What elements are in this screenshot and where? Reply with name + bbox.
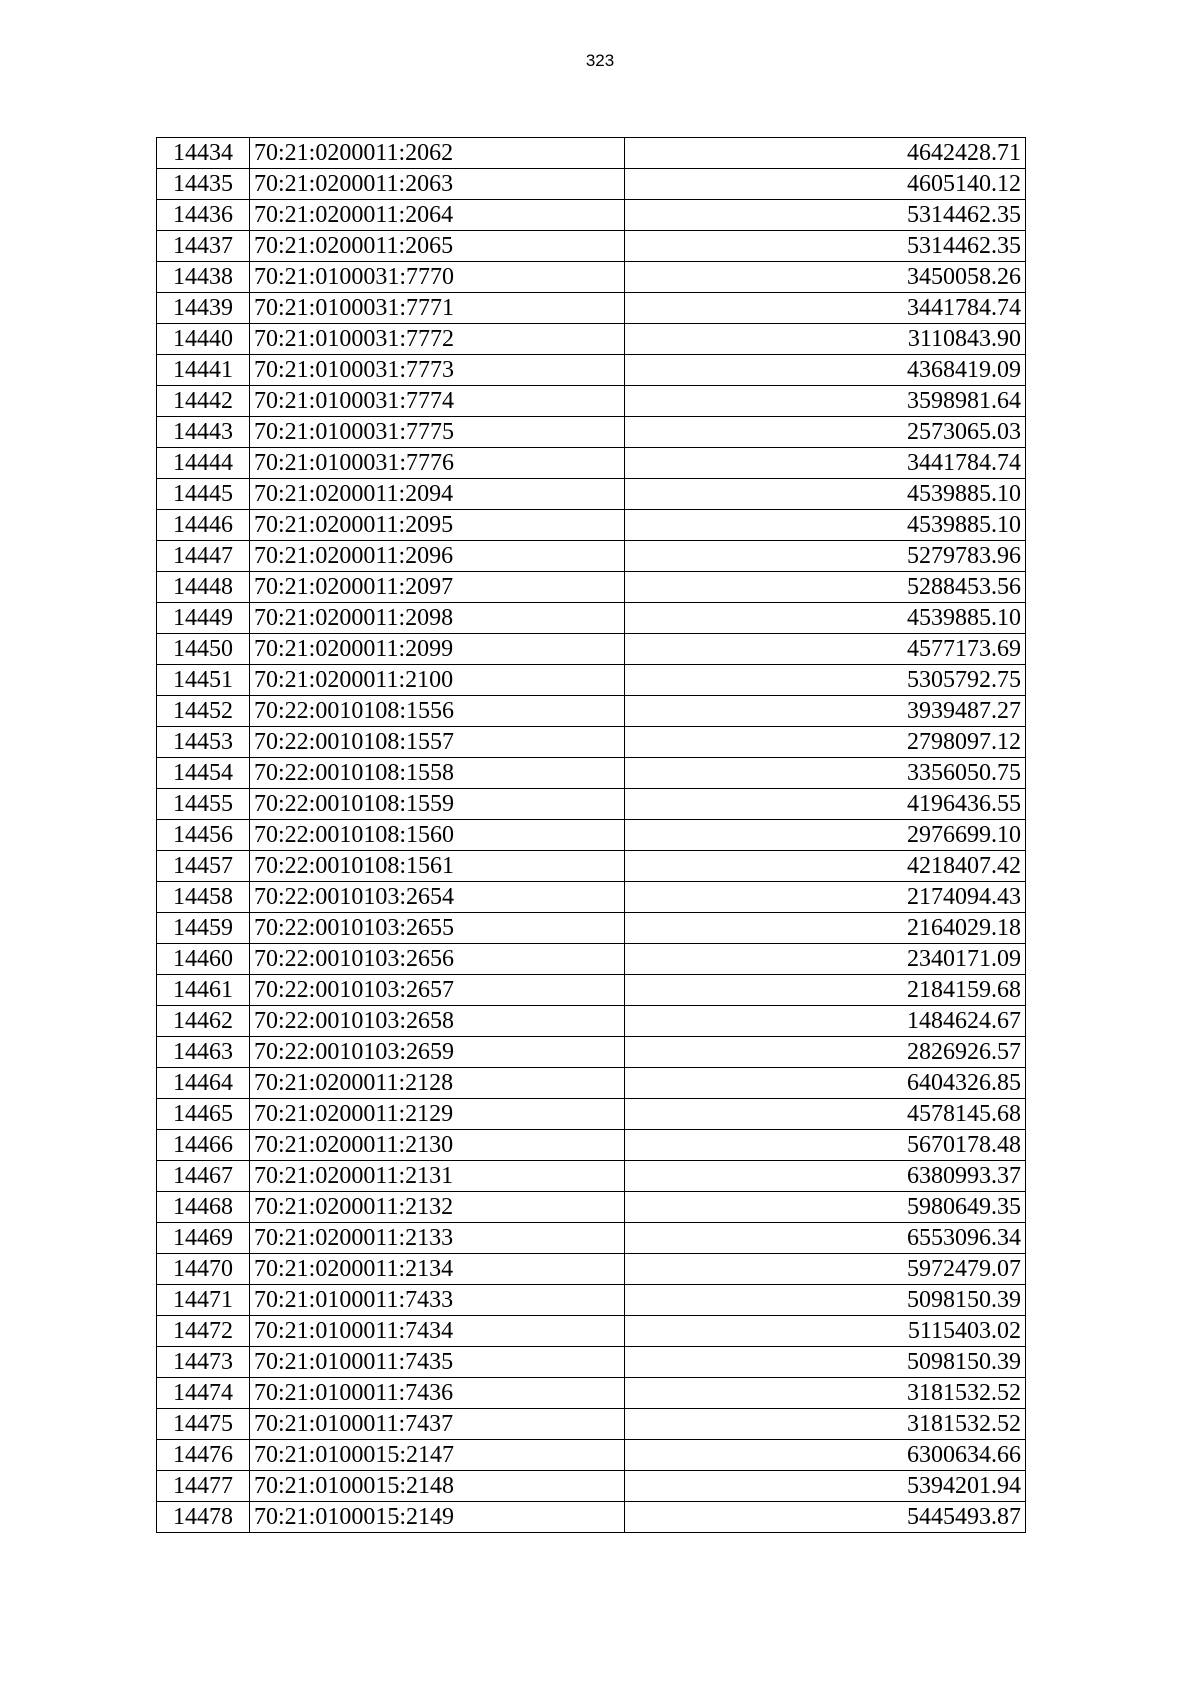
cadastral-number-cell: 70:21:0200011:2065 [250, 231, 625, 262]
table-row [157, 603, 1026, 634]
row-number-cell: 14475 [157, 1409, 250, 1440]
row-number-cell: 14445 [157, 479, 250, 510]
row-number-cell: 14435 [157, 169, 250, 200]
table-row [157, 696, 1026, 727]
cadastral-value-cell: 2340171.09 [625, 944, 1026, 975]
cadastral-value-cell: 2798097.12 [625, 727, 1026, 758]
cadastral-number-cell: 70:21:0100031:7772 [250, 324, 625, 355]
cadastral-number-cell: 70:22:0010108:1560 [250, 820, 625, 851]
cadastral-value-cell: 2976699.10 [625, 820, 1026, 851]
row-number-cell: 14460 [157, 944, 250, 975]
row-number-cell: 14442 [157, 386, 250, 417]
table-row [157, 1378, 1026, 1409]
cadastral-value-cell: 2164029.18 [625, 913, 1026, 944]
table-row [157, 231, 1026, 262]
cadastral-number-cell: 70:21:0200011:2063 [250, 169, 625, 200]
table-row [157, 758, 1026, 789]
cadastral-value-cell: 3181532.52 [625, 1409, 1026, 1440]
cadastral-number-cell: 70:22:0010103:2658 [250, 1006, 625, 1037]
cadastral-value-cell: 5314462.35 [625, 231, 1026, 262]
row-number-cell: 14441 [157, 355, 250, 386]
cadastral-number-cell: 70:21:0200011:2099 [250, 634, 625, 665]
table-row [157, 479, 1026, 510]
cadastral-number-cell: 70:21:0200011:2097 [250, 572, 625, 603]
table-row [157, 262, 1026, 293]
cadastral-value-cell: 5314462.35 [625, 200, 1026, 231]
table-row [157, 1502, 1026, 1533]
cadastral-number-cell: 70:21:0200011:2095 [250, 510, 625, 541]
row-number-cell: 14440 [157, 324, 250, 355]
table-row [157, 882, 1026, 913]
table-row [157, 665, 1026, 696]
row-number-cell: 14471 [157, 1285, 250, 1316]
cadastral-value-cell: 5098150.39 [625, 1285, 1026, 1316]
table-row [157, 1440, 1026, 1471]
cadastral-number-cell: 70:22:0010108:1556 [250, 696, 625, 727]
cadastral-number-cell: 70:22:0010108:1559 [250, 789, 625, 820]
table-row [157, 355, 1026, 386]
cadastral-number-cell: 70:21:0200011:2132 [250, 1192, 625, 1223]
table-row [157, 200, 1026, 231]
cadastral-value-cell: 5305792.75 [625, 665, 1026, 696]
cadastral-value-cell: 6300634.66 [625, 1440, 1026, 1471]
table-row [157, 1192, 1026, 1223]
table-row [157, 1037, 1026, 1068]
cadastral-value-cell: 5279783.96 [625, 541, 1026, 572]
row-number-cell: 14462 [157, 1006, 250, 1037]
row-number-cell: 14472 [157, 1316, 250, 1347]
cadastral-value-cell: 4578145.68 [625, 1099, 1026, 1130]
row-number-cell: 14450 [157, 634, 250, 665]
row-number-cell: 14438 [157, 262, 250, 293]
row-number-cell: 14443 [157, 417, 250, 448]
cadastral-value-cell: 1484624.67 [625, 1006, 1026, 1037]
row-number-cell: 14464 [157, 1068, 250, 1099]
table-row [157, 386, 1026, 417]
table-row [157, 1254, 1026, 1285]
cadastral-value-cell: 5098150.39 [625, 1347, 1026, 1378]
table-row [157, 510, 1026, 541]
cadastral-number-cell: 70:22:0010103:2657 [250, 975, 625, 1006]
row-number-cell: 14446 [157, 510, 250, 541]
cadastral-value-cell: 3181532.52 [625, 1378, 1026, 1409]
row-number-cell: 14451 [157, 665, 250, 696]
row-number-cell: 14470 [157, 1254, 250, 1285]
cadastral-number-cell: 70:22:0010103:2656 [250, 944, 625, 975]
cadastral-number-cell: 70:21:0100031:7773 [250, 355, 625, 386]
cadastral-number-cell: 70:21:0100031:7775 [250, 417, 625, 448]
row-number-cell: 14457 [157, 851, 250, 882]
cadastral-value-cell: 4539885.10 [625, 479, 1026, 510]
table-row [157, 851, 1026, 882]
cadastral-number-cell: 70:21:0200011:2100 [250, 665, 625, 696]
cadastral-number-cell: 70:21:0200011:2133 [250, 1223, 625, 1254]
table-row [157, 820, 1026, 851]
row-number-cell: 14465 [157, 1099, 250, 1130]
table-row [157, 1285, 1026, 1316]
row-number-cell: 14439 [157, 293, 250, 324]
cadastral-value-cell: 3939487.27 [625, 696, 1026, 727]
table-row [157, 913, 1026, 944]
row-number-cell: 14477 [157, 1471, 250, 1502]
row-number-cell: 14436 [157, 200, 250, 231]
table-row [157, 1347, 1026, 1378]
cadastral-value-cell: 3441784.74 [625, 293, 1026, 324]
cadastral-number-cell: 70:21:0200011:2131 [250, 1161, 625, 1192]
table-row [157, 727, 1026, 758]
row-number-cell: 14473 [157, 1347, 250, 1378]
cadastral-number-cell: 70:21:0100031:7770 [250, 262, 625, 293]
row-number-cell: 14469 [157, 1223, 250, 1254]
table-row [157, 789, 1026, 820]
cadastral-value-cell: 6404326.85 [625, 1068, 1026, 1099]
row-number-cell: 14478 [157, 1502, 250, 1533]
cadastral-value-cell: 4605140.12 [625, 169, 1026, 200]
table-row [157, 169, 1026, 200]
table-row [157, 634, 1026, 665]
cadastral-number-cell: 70:21:0200011:2130 [250, 1130, 625, 1161]
cadastral-number-cell: 70:21:0100015:2148 [250, 1471, 625, 1502]
table-row [157, 1130, 1026, 1161]
row-number-cell: 14463 [157, 1037, 250, 1068]
page-number: 323 [585, 51, 615, 70]
table-row [157, 1099, 1026, 1130]
cadastral-value-cell: 6380993.37 [625, 1161, 1026, 1192]
cadastral-number-cell: 70:21:0100031:7774 [250, 386, 625, 417]
cadastral-number-cell: 70:21:0100031:7776 [250, 448, 625, 479]
row-number-cell: 14466 [157, 1130, 250, 1161]
cadastral-number-cell: 70:21:0100011:7435 [250, 1347, 625, 1378]
row-number-cell: 14467 [157, 1161, 250, 1192]
table-row [157, 1471, 1026, 1502]
row-number-cell: 14461 [157, 975, 250, 1006]
row-number-cell: 14444 [157, 448, 250, 479]
cadastral-value-cell: 3356050.75 [625, 758, 1026, 789]
table-row [157, 541, 1026, 572]
table-row [157, 1223, 1026, 1254]
row-number-cell: 14453 [157, 727, 250, 758]
row-number-cell: 14434 [157, 138, 250, 169]
cadastral-number-cell: 70:22:0010103:2654 [250, 882, 625, 913]
cadastral-value-cell: 2826926.57 [625, 1037, 1026, 1068]
cadastral-number-cell: 70:21:0100011:7433 [250, 1285, 625, 1316]
row-number-cell: 14458 [157, 882, 250, 913]
cadastral-value-cell: 5394201.94 [625, 1471, 1026, 1502]
table-row [157, 417, 1026, 448]
cadastral-number-cell: 70:21:0200011:2096 [250, 541, 625, 572]
cadastral-number-cell: 70:21:0100031:7771 [250, 293, 625, 324]
table-row [157, 1161, 1026, 1192]
table-row [157, 1068, 1026, 1099]
table-row [157, 1316, 1026, 1347]
cadastral-value-cell: 2174094.43 [625, 882, 1026, 913]
table-row [157, 1409, 1026, 1440]
row-number-cell: 14476 [157, 1440, 250, 1471]
cadastral-value-cell: 3598981.64 [625, 386, 1026, 417]
cadastral-number-cell: 70:21:0200011:2134 [250, 1254, 625, 1285]
cadastral-number-cell: 70:22:0010108:1557 [250, 727, 625, 758]
cadastral-value-table [156, 137, 1026, 1533]
table-row [157, 293, 1026, 324]
cadastral-value-cell: 4577173.69 [625, 634, 1026, 665]
table-body [157, 138, 1026, 1533]
row-number-cell: 14468 [157, 1192, 250, 1223]
cadastral-number-cell: 70:21:0100011:7436 [250, 1378, 625, 1409]
row-number-cell: 14454 [157, 758, 250, 789]
cadastral-value-cell: 3441784.74 [625, 448, 1026, 479]
row-number-cell: 14437 [157, 231, 250, 262]
cadastral-number-cell: 70:21:0200011:2129 [250, 1099, 625, 1130]
cadastral-value-cell: 2184159.68 [625, 975, 1026, 1006]
table-row [157, 572, 1026, 603]
cadastral-value-cell: 5115403.02 [625, 1316, 1026, 1347]
cadastral-value-cell: 6553096.34 [625, 1223, 1026, 1254]
table-row [157, 1006, 1026, 1037]
cadastral-number-cell: 70:21:0200011:2098 [250, 603, 625, 634]
cadastral-value-cell: 5980649.35 [625, 1192, 1026, 1223]
row-number-cell: 14456 [157, 820, 250, 851]
cadastral-value-cell: 5972479.07 [625, 1254, 1026, 1285]
cadastral-number-cell: 70:22:0010103:2659 [250, 1037, 625, 1068]
cadastral-number-cell: 70:21:0100015:2149 [250, 1502, 625, 1533]
table-row [157, 324, 1026, 355]
cadastral-number-cell: 70:21:0200011:2064 [250, 200, 625, 231]
row-number-cell: 14459 [157, 913, 250, 944]
cadastral-value-cell: 5445493.87 [625, 1502, 1026, 1533]
table-row [157, 448, 1026, 479]
cadastral-value-cell: 2573065.03 [625, 417, 1026, 448]
cadastral-number-cell: 70:21:0100011:7437 [250, 1409, 625, 1440]
cadastral-value-cell: 4539885.10 [625, 603, 1026, 634]
table-row [157, 975, 1026, 1006]
cadastral-value-cell: 4196436.55 [625, 789, 1026, 820]
cadastral-value-cell: 5288453.56 [625, 572, 1026, 603]
cadastral-number-cell: 70:22:0010108:1558 [250, 758, 625, 789]
cadastral-value-cell: 4539885.10 [625, 510, 1026, 541]
cadastral-number-cell: 70:22:0010103:2655 [250, 913, 625, 944]
cadastral-number-cell: 70:21:0200011:2128 [250, 1068, 625, 1099]
cadastral-value-cell: 3450058.26 [625, 262, 1026, 293]
cadastral-number-cell: 70:21:0200011:2062 [250, 138, 625, 169]
row-number-cell: 14452 [157, 696, 250, 727]
cadastral-value-cell: 4218407.42 [625, 851, 1026, 882]
cadastral-value-cell: 3110843.90 [625, 324, 1026, 355]
table-row [157, 138, 1026, 169]
row-number-cell: 14447 [157, 541, 250, 572]
cadastral-value-cell: 4368419.09 [625, 355, 1026, 386]
table-row [157, 944, 1026, 975]
cadastral-value-cell: 5670178.48 [625, 1130, 1026, 1161]
row-number-cell: 14448 [157, 572, 250, 603]
cadastral-number-cell: 70:21:0200011:2094 [250, 479, 625, 510]
row-number-cell: 14474 [157, 1378, 250, 1409]
row-number-cell: 14455 [157, 789, 250, 820]
row-number-cell: 14449 [157, 603, 250, 634]
cadastral-number-cell: 70:22:0010108:1561 [250, 851, 625, 882]
cadastral-number-cell: 70:21:0100011:7434 [250, 1316, 625, 1347]
cadastral-number-cell: 70:21:0100015:2147 [250, 1440, 625, 1471]
cadastral-value-cell: 4642428.71 [625, 138, 1026, 169]
